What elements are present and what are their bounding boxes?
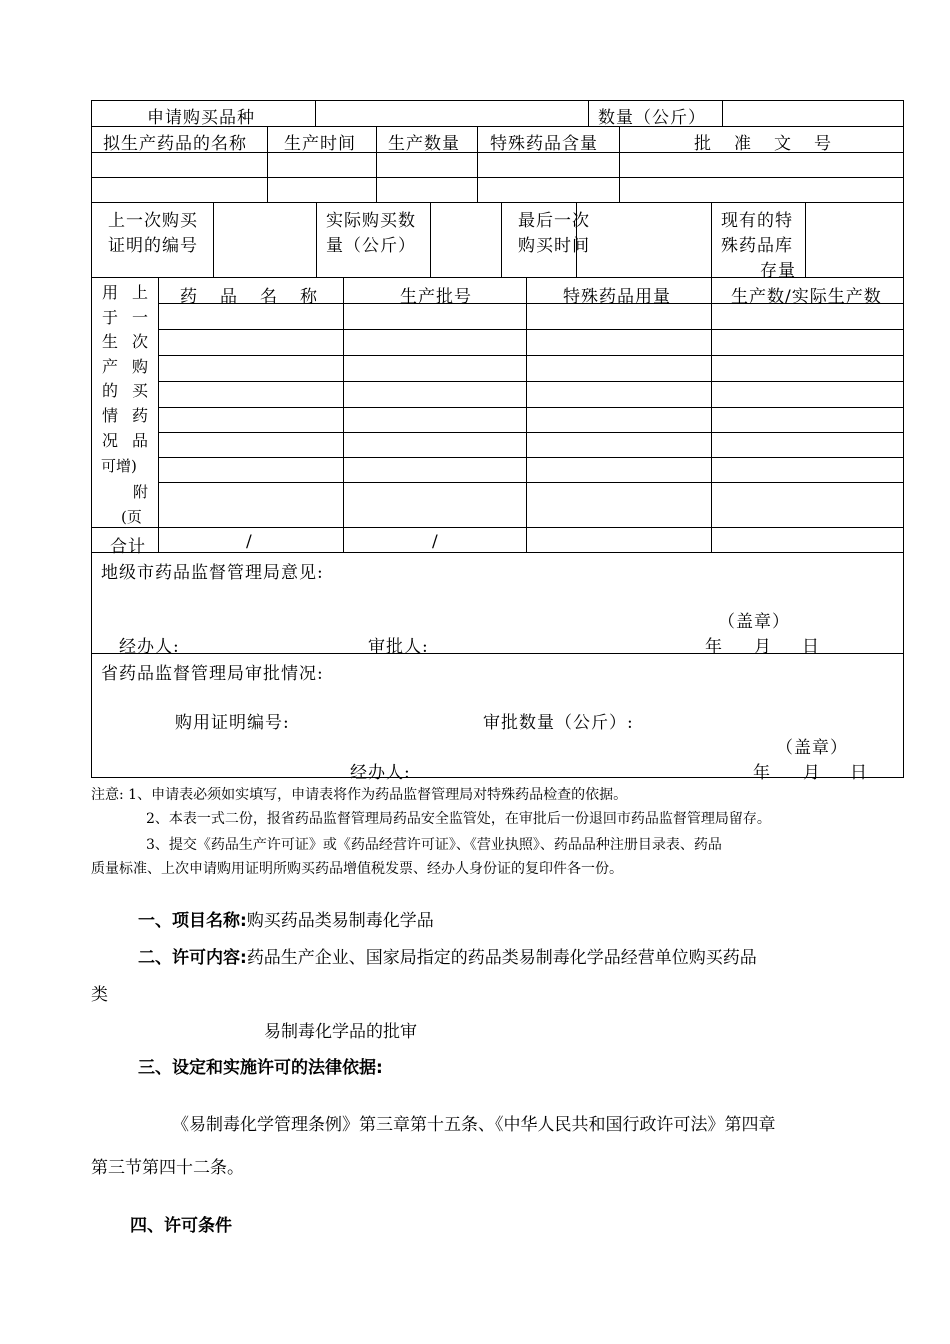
variety-label: 申请购买品种 (147, 108, 255, 128)
province-seal-label: （盖章） (776, 738, 848, 758)
actual-qty-label-line2: 量（公斤） (326, 236, 416, 256)
total-label: 合计 (110, 537, 146, 557)
approval-no-header: 批 准 文 号 (694, 134, 834, 154)
stock-label-line2: 殊药品库 (721, 236, 793, 256)
province-date-year: 年 (753, 763, 771, 783)
note-2: 2、本表一式二份，报省药品监督管理局药品安全监管处，在审批后一份退回市药品监督管理局留存。 (146, 811, 771, 827)
province-handler-label: 经办人: (350, 763, 411, 783)
section-2-continuation: 类 (91, 985, 108, 1005)
prod-qty-header: 生产数量 (388, 134, 460, 154)
usage-header-batch-no: 生产批号 (400, 287, 472, 307)
section-2: 二、许可内容:药品生产企业、国家局指定的药品类易制毒化学品经营单位购买药品 (138, 948, 757, 968)
city-date-year: 年 (705, 637, 723, 657)
city-seal-label: （盖章） (718, 612, 790, 632)
section-1: 一、项目名称:购买药品类易制毒化学品 (138, 911, 434, 931)
note-3-line2: 质量标准、上次申请购用证明所购买药品增值税发票、经办人身份证的复印件各一份。 (91, 861, 623, 877)
city-date-day: 日 (802, 637, 820, 657)
prod-time-header: 生产时间 (284, 134, 356, 154)
quantity-label: 数量（公斤） (598, 108, 706, 128)
usage-header-drug-name: 药 品 名 称 (180, 287, 320, 307)
section-3-heading: 三、设定和实施许可的法律依据: (138, 1058, 383, 1078)
section-3-continuation: 第三节第四十二条。 (91, 1158, 244, 1178)
city-opinion-title: 地级市药品监督管理局意见: (101, 563, 324, 583)
special-content-header: 特殊药品含量 (490, 134, 598, 154)
province-cert-no-label: 购用证明编号: (175, 713, 290, 733)
last-cert-label-line2: 证明的编号 (108, 236, 198, 256)
total-slash-1: / (246, 532, 253, 552)
province-approved-qty-label: 审批数量（公斤）: (483, 713, 634, 733)
section-4-heading: 四、许可条件 (130, 1216, 232, 1236)
city-handler-label: 经办人: (119, 637, 180, 657)
last-time-label-line2: 购买时间 (518, 236, 590, 256)
usage-header-special-usage: 特殊药品用量 (563, 287, 671, 307)
usage-header-output: 生产数/实际生产数 (731, 287, 882, 307)
note-1: 注意: 1、申请表必须如实填写，申请表将作为药品监督管理局对特殊药品检查的依据。 (91, 787, 628, 803)
usage-side-label-col2: 上 一 次 购 买 药 品 (131, 283, 148, 450)
city-approver-label: 审批人: (368, 637, 429, 657)
section-2-continuation-2: 易制毒化学品的批审 (264, 1022, 417, 1042)
province-approval-title: 省药品监督管理局审批情况: (101, 664, 324, 684)
section-3-text: 《易制毒化学管理条例》第三章第十五条、《中华人民共和国行政许可法》第四章 (172, 1115, 776, 1135)
total-slash-2: / (432, 532, 439, 552)
province-date-month: 月 (803, 763, 821, 783)
usage-side-extra-3: (页 (121, 508, 142, 526)
stock-label-line3: 存量 (760, 261, 796, 281)
city-date-month: 月 (754, 637, 772, 657)
usage-side-label-col1: 用 于 生 产 的 情 况 (101, 283, 118, 450)
drug-name-header: 拟生产药品的名称 (103, 134, 247, 154)
stock-label-line1: 现有的特 (721, 211, 793, 231)
last-cert-label-line1: 上一次购买 (108, 211, 198, 231)
note-3-line1: 3、提交《药品生产许可证》或《药品经营许可证》、《营业执照》、药品品种注册目录表、药品 (146, 837, 722, 853)
usage-side-extra-2: 附 (133, 483, 149, 501)
usage-side-extra-1: 可增) (101, 457, 137, 475)
actual-qty-label-line1: 实际购买数 (326, 211, 416, 231)
province-date-day: 日 (850, 763, 868, 783)
last-time-label-line1: 最后一次 (518, 211, 590, 231)
